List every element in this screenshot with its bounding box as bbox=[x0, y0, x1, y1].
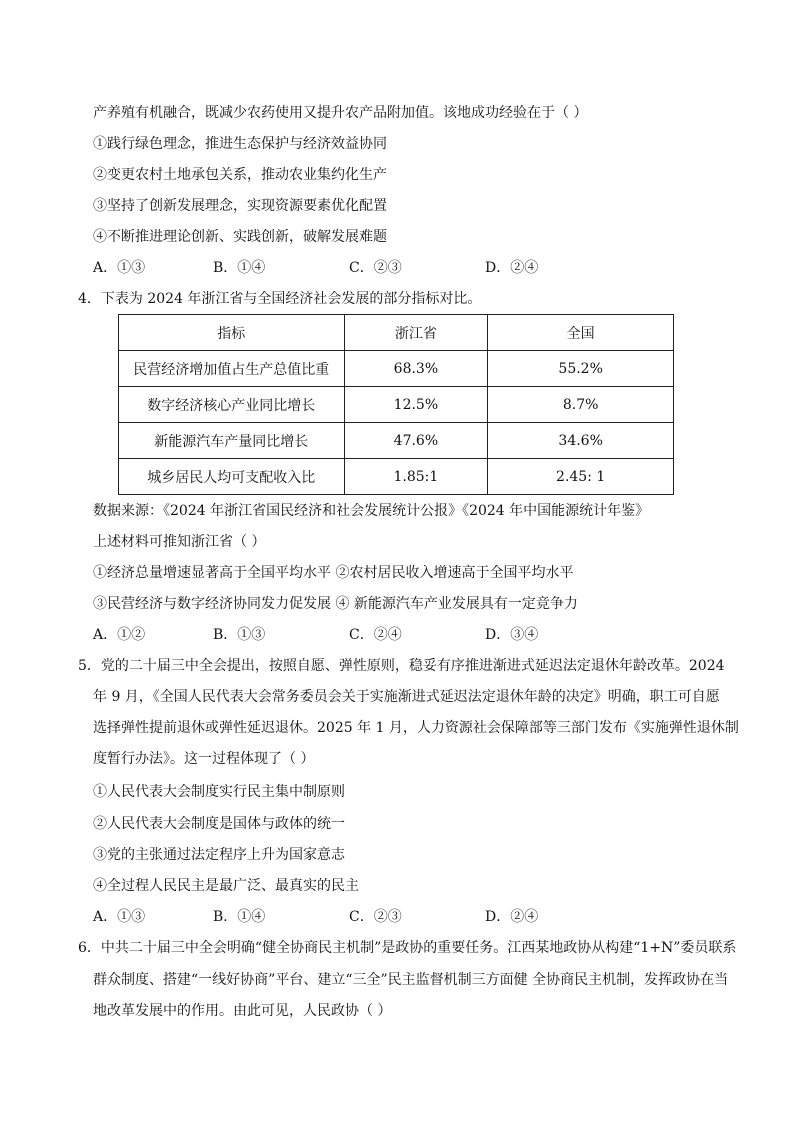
q4-items-line-2: ③民营经济与数字经济协同发力促发展 ④ 新能源汽车产业发展具有一定竞争力 bbox=[93, 596, 578, 612]
table-cell: 1.85:1 bbox=[344, 459, 488, 495]
table-cell: 47.6% bbox=[344, 423, 488, 459]
q4-options bbox=[93, 625, 613, 645]
q6-stem-line-3: 地改革发展中的作用。由此可见，人民政协（ ） bbox=[93, 1003, 392, 1019]
table-row bbox=[119, 387, 674, 423]
q3-option-a: A．①③ bbox=[93, 260, 146, 276]
q3-item-4: ④不断推进理论创新、实践创新，破解发展难题 bbox=[93, 229, 387, 245]
q3-item-1: ①践行绿色理念，推进生态保护与经济效益协同 bbox=[93, 136, 387, 152]
q3-option-d: D．②④ bbox=[485, 260, 539, 276]
q5-stem-line-2: 年 9 月，《全国人民代表大会常务委员会关于实施渐进式延迟法定退休年龄的决定》明确，职工可自愿 bbox=[93, 689, 720, 705]
q5-stem-line-4: 度暂行办法》。这一过程体现了（ ） bbox=[93, 751, 315, 767]
q4-data-source: 数据来源：《2024 年浙江省国民经济和社会发展统计公报》《2024 年中国能源统计年鉴》 bbox=[93, 503, 650, 519]
q5-option-d: D．②④ bbox=[485, 909, 539, 925]
table-cell: 34.6% bbox=[488, 423, 674, 459]
table-cell: 8.7% bbox=[488, 387, 674, 423]
q4-question: 上述材料可推知浙江省（ ） bbox=[93, 534, 266, 550]
table-header-national: 全国 bbox=[488, 315, 674, 351]
q5-stem-line-1: 5．党的二十届三中全会提出，按照自愿、弹性原则，稳妥有序推进渐进式延迟法定退休年龄改革。2024 bbox=[78, 658, 725, 674]
q3-options bbox=[93, 258, 613, 278]
q3-item-2: ②变更农村土地承包关系，推动农业集约化生产 bbox=[93, 167, 387, 183]
table-cell: 68.3% bbox=[344, 351, 488, 387]
q3-stem-tail: 产养殖有机融合，既减少农药使用又提升农产品附加值。该地成功经验在于（ ） bbox=[93, 105, 588, 121]
table-cell: 民营经济增加值占生产总值比重 bbox=[119, 351, 345, 387]
q4-items-line-1: ①经济总量增速显著高于全国平均水平 ②农村居民收入增速高于全国平均水平 bbox=[93, 565, 574, 581]
table-cell: 55.2% bbox=[488, 351, 674, 387]
q4-option-d: D．③④ bbox=[485, 627, 539, 643]
table-cell: 2.45: 1 bbox=[488, 459, 674, 495]
table-cell: 新能源汽车产量同比增长 bbox=[119, 423, 345, 459]
q3-option-c: C．②③ bbox=[349, 260, 402, 276]
q6-stem-line-2: 群众制度、搭建“一线好协商”平台、建立“三全”民主监督机制三方面健 全协商民主机制，发挥政协在当 bbox=[93, 972, 729, 988]
table-cell: 数字经济核心产业同比增长 bbox=[119, 387, 345, 423]
table-header-row bbox=[119, 315, 674, 351]
q5-option-a: A．①③ bbox=[93, 909, 146, 925]
q4-stem: 4．下表为 2024 年浙江省与全国经济社会发展的部分指标对比。 bbox=[78, 291, 482, 307]
q5-option-c: C．②③ bbox=[349, 909, 402, 925]
table-row bbox=[119, 423, 674, 459]
q5-item-3: ③党的主张通过法定程序上升为国家意志 bbox=[93, 847, 345, 863]
q5-options bbox=[93, 907, 613, 927]
q5-item-4: ④全过程人民民主是最广泛、最真实的民主 bbox=[93, 878, 359, 894]
q5-item-1: ①人民代表大会制度实行民主集中制原则 bbox=[93, 784, 345, 800]
table-header-zhejiang: 浙江省 bbox=[344, 315, 488, 351]
table-header-indicator: 指标 bbox=[119, 315, 345, 351]
q6-stem-line-1: 6．中共二十届三中全会明确“健全协商民主机制”是政协的重要任务。江西某地政协从构建“1+N”委员联系 bbox=[78, 940, 737, 956]
q5-stem-line-3: 选择弹性提前退休或弹性延迟退休。2025 年 1 月，人力资源社会保障部等三部门发布《实施弹性退休制 bbox=[93, 720, 739, 736]
table-row bbox=[119, 351, 674, 387]
q4-option-c: C．②④ bbox=[349, 627, 402, 643]
table-cell: 12.5% bbox=[344, 387, 488, 423]
q5-item-2: ②人民代表大会制度是国体与政体的统一 bbox=[93, 816, 345, 832]
q3-item-3: ③坚持了创新发展理念，实现资源要素优化配置 bbox=[93, 198, 387, 214]
table-cell: 城乡居民人均可支配收入比 bbox=[119, 459, 345, 495]
q3-option-b: B．①④ bbox=[213, 260, 266, 276]
q4-option-a: A．①② bbox=[93, 627, 146, 643]
q5-option-b: B．①④ bbox=[213, 909, 266, 925]
q4-indicator-table bbox=[118, 314, 674, 495]
q4-option-b: B．①③ bbox=[213, 627, 266, 643]
table-row bbox=[119, 459, 674, 495]
